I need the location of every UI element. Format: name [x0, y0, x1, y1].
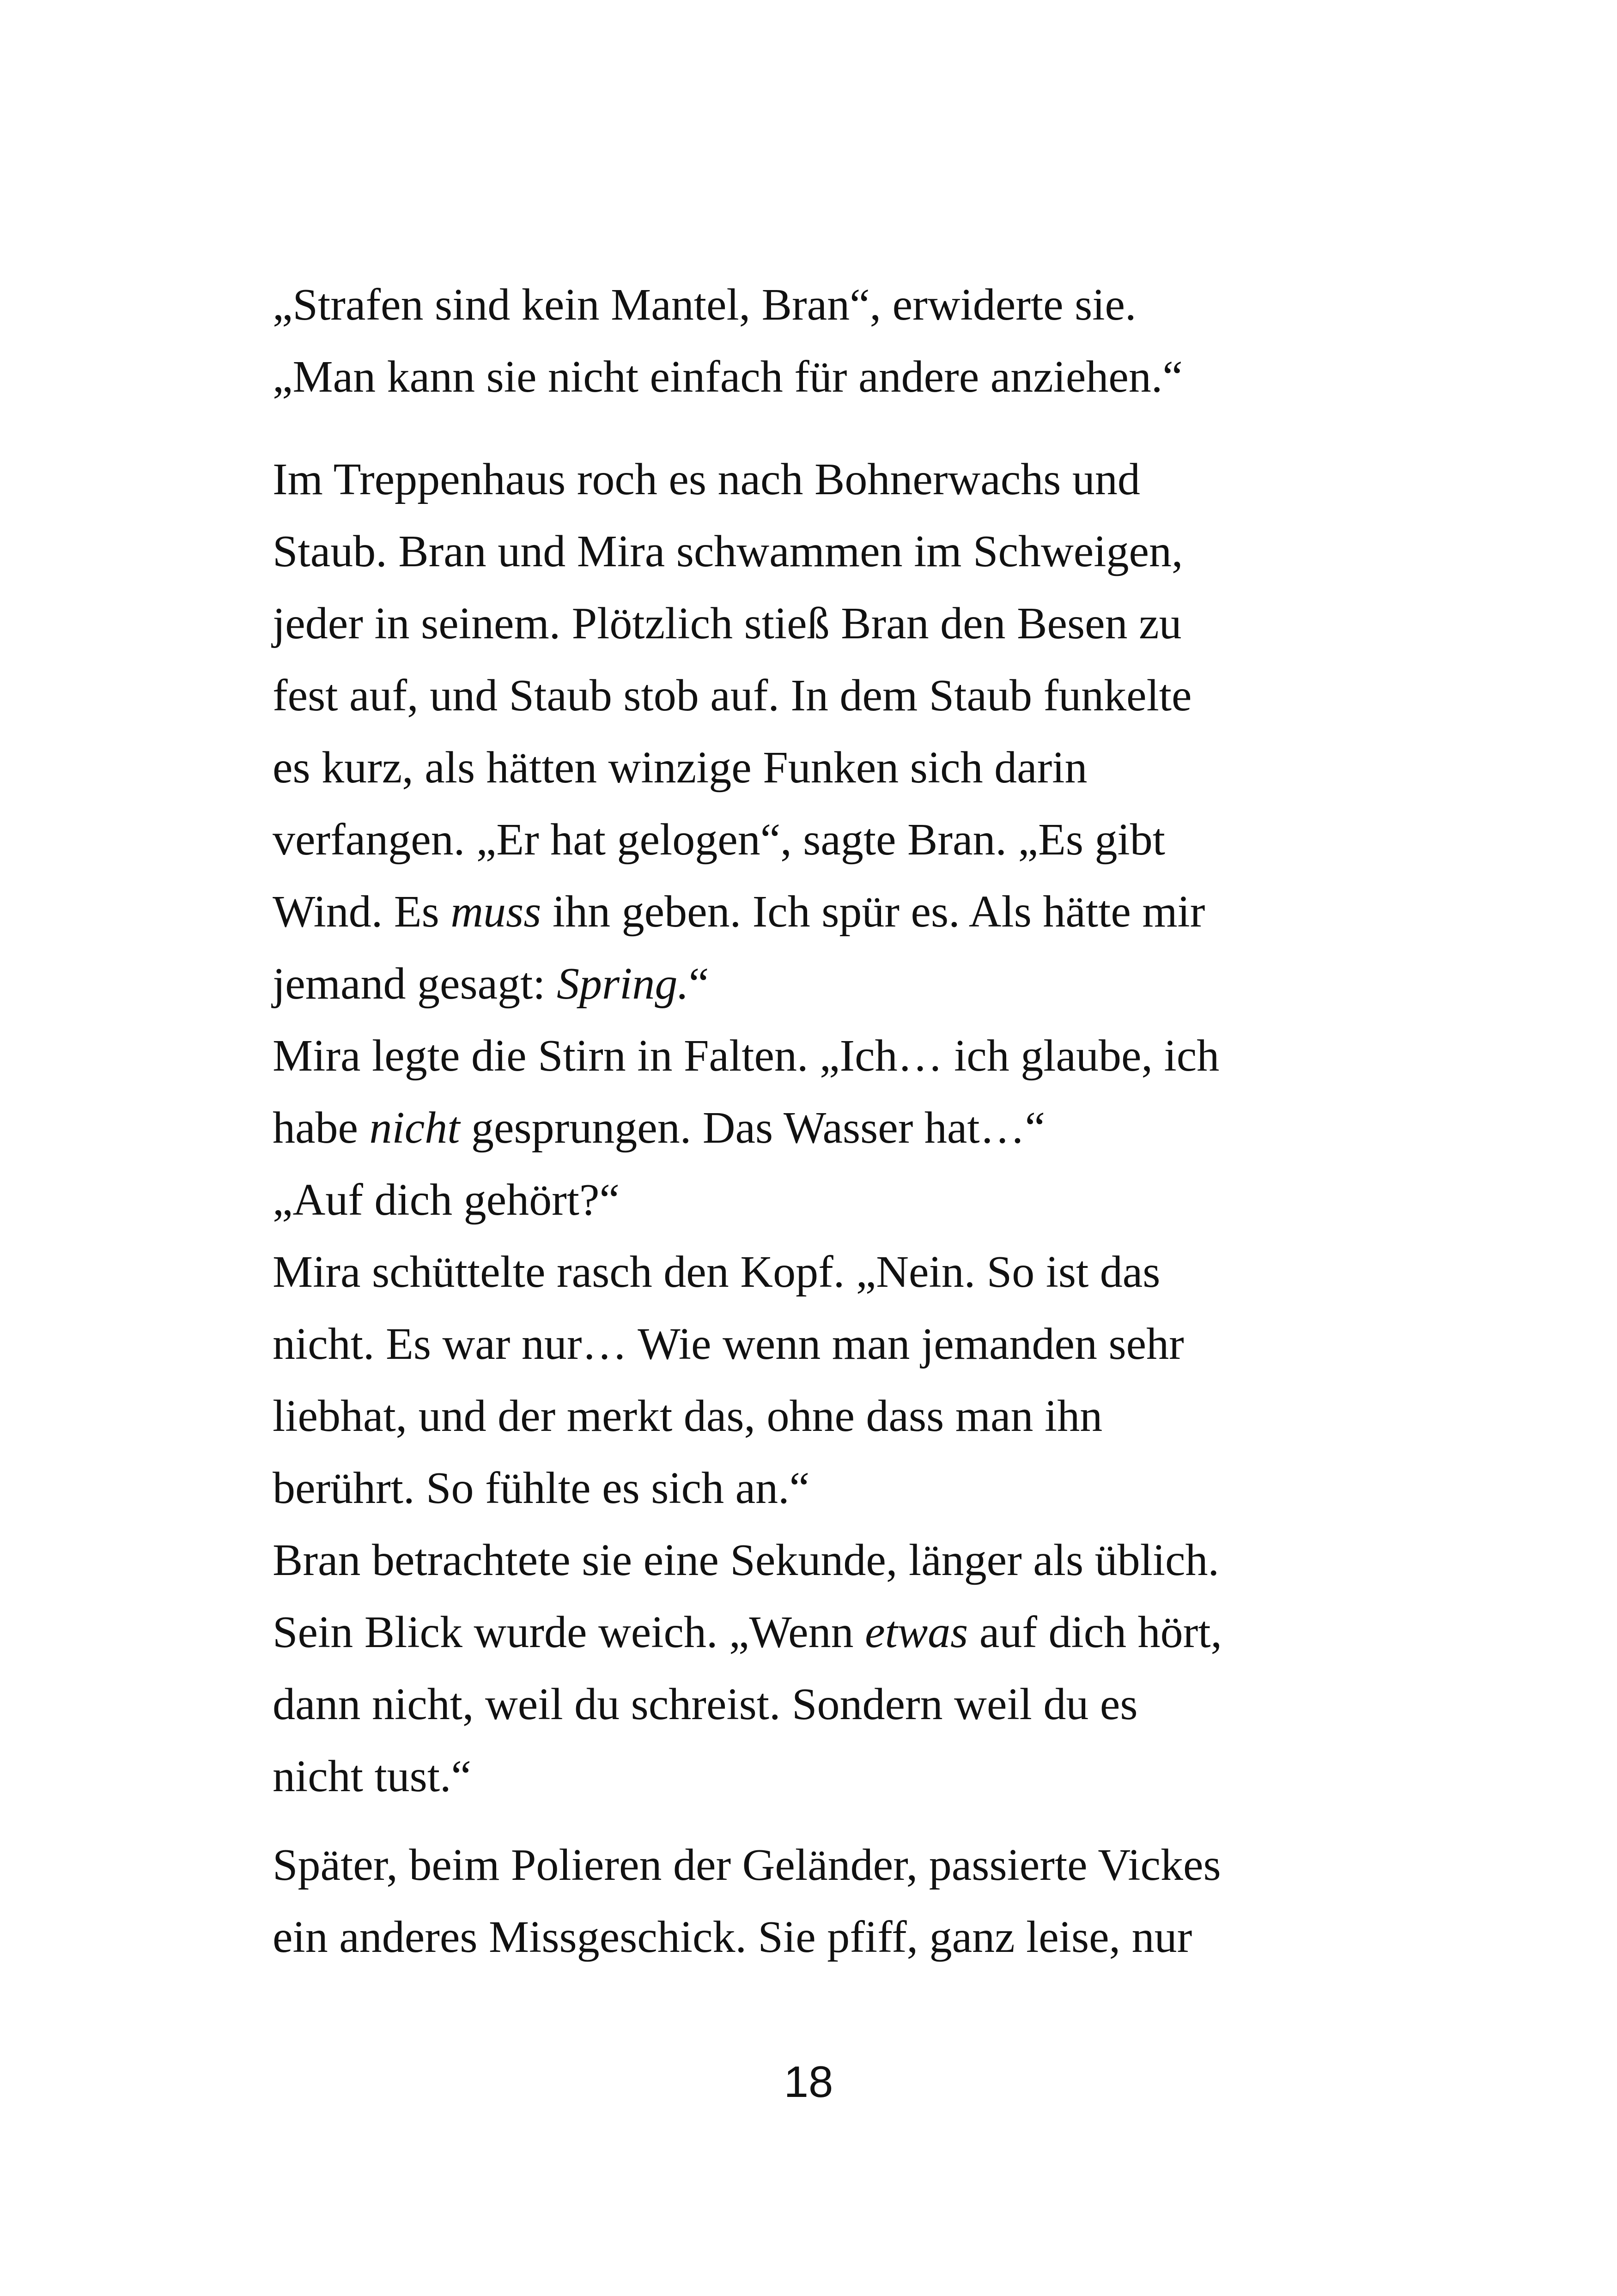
paragraph-2 [273, 443, 1363, 1812]
text-line: jeder in seinem. Plötzlich stieß Bran den Besen zu [273, 599, 1182, 648]
text-line: „Auf dich gehört?“ [273, 1175, 620, 1225]
text-line: Im Treppenhaus roch es nach Bohnerwachs und [273, 454, 1140, 504]
text-line: „Man kann sie nicht einfach für andere anziehen.“ [273, 352, 1183, 402]
italic-text: Spring. [557, 959, 689, 1009]
text-line: Mira legte die Stirn in Falten. „Ich… ich glaube, ich [273, 1031, 1220, 1081]
text-run: auf dich hört, [968, 1607, 1222, 1657]
text-line: liebhat, und der merkt das, ohne dass man ihn [273, 1391, 1103, 1441]
text-line: „Strafen sind kein Mantel, Bran“, erwiderte sie. [273, 280, 1137, 330]
text-line: es kurz, als hätten winzige Funken sich darin [273, 743, 1088, 793]
text-line: nicht. Es war nur… Wie wenn man jemanden sehr [273, 1319, 1184, 1369]
text-line: Staub. Bran und Mira schwammen im Schweigen, [273, 527, 1183, 576]
page-number: 18 [784, 2057, 833, 2107]
text-line: Bran betrachtete sie eine Sekunde, länger als üblich. [273, 1535, 1220, 1585]
text-run: jemand gesagt: [273, 959, 557, 1009]
italic-text: muss [450, 887, 541, 937]
text-line: nicht tust.“ [273, 1751, 472, 1801]
text-line: berührt. So fühlte es sich an.“ [273, 1463, 810, 1513]
text-line [273, 1092, 1363, 1164]
text-run: Wind. Es [273, 887, 451, 937]
text-line: Mira schüttelte rasch den Kopf. „Nein. So ist das [273, 1247, 1161, 1297]
text-line: fest auf, und Staub stob auf. In dem Staub funkelte [273, 671, 1192, 721]
text-line: ein anderes Missgeschick. Sie pfiff, ganz leise, nur [273, 1912, 1192, 1962]
paragraph-3 [273, 1829, 1363, 1973]
text-run: ihn geben. Ich spür es. Als hätte mir [541, 887, 1205, 937]
italic-text: etwas [865, 1607, 968, 1657]
paragraph-1 [273, 269, 1363, 413]
text-run: habe [273, 1103, 370, 1153]
text-run: “ [688, 959, 709, 1009]
text-line: verfangen. „Er hat gelogen“, sagte Bran. „Es gibt [273, 815, 1166, 865]
text-line [273, 876, 1363, 948]
text-line [273, 948, 1363, 1020]
text-run: gesprungen. Das Wasser hat…“ [460, 1103, 1046, 1153]
text-line [273, 1596, 1363, 1668]
italic-text: nicht [369, 1103, 460, 1153]
text-run: Sein Blick wurde weich. „Wenn [273, 1607, 865, 1657]
text-line: Später, beim Polieren der Geländer, passierte Vickes [273, 1840, 1221, 1890]
text-line: dann nicht, weil du schreist. Sondern weil du es [273, 1679, 1138, 1729]
